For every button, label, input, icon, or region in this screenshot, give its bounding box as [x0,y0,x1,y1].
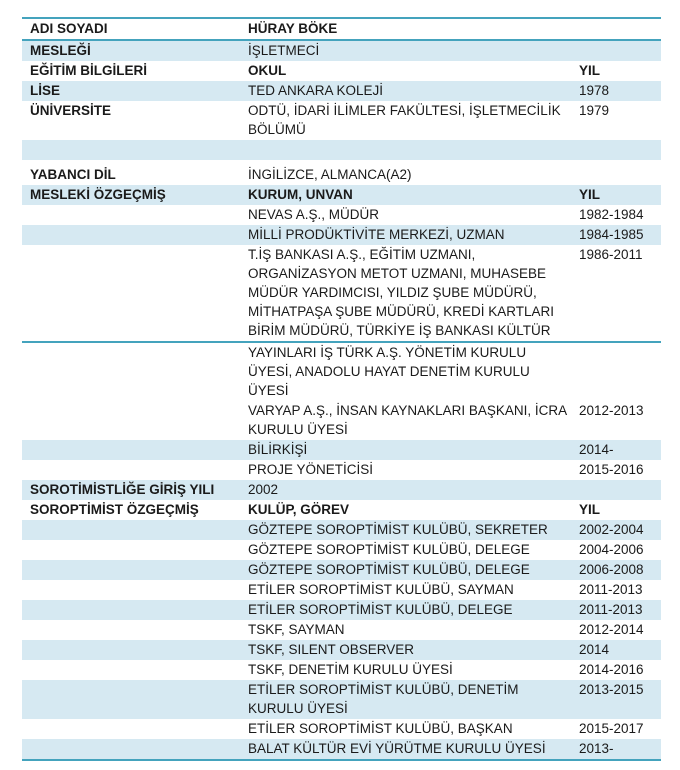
row-value-cell: ODTÜ, İDARİ İLİMLER FAKÜLTESİ, İŞLETMECİLİK BÖLÜMÜ [248,103,561,137]
table-row [22,520,661,540]
row-label-cell [22,580,240,600]
table-row [22,460,661,480]
row-value-cell: NEVAS A.Ş., MÜDÜR [248,207,380,222]
cv-table [22,17,661,761]
row-label-cell [22,245,240,342]
row-label-cell [22,520,240,540]
table-row [22,600,661,620]
table-row [22,500,661,520]
row-label-cell: SOROTİMİSTLİĞE GİRİŞ YILI [22,480,240,500]
table-row [22,620,661,640]
row-year-cell [572,160,661,185]
row-label-cell [22,401,240,440]
row-label-cell: ADI SOYADI [22,18,240,40]
row-value-cell: PROJE YÖNETİCİSİ [248,462,374,477]
row-year-cell: 2012-2014 [579,622,644,637]
cv-document [22,17,661,761]
row-label-cell: MESLEĞİ [22,40,240,61]
row-value-cell: MİLLİ PRODÜKTİVİTE MERKEZİ, UZMAN [240,225,572,245]
table-row [22,580,661,600]
row-label-cell [22,460,240,480]
row-year-cell [572,18,661,40]
table-row [22,245,661,342]
table-row [22,18,661,40]
table-row [22,185,661,205]
row-value-cell: ETİLER SOROPTİMİST KULÜBÜ, BAŞKAN [248,721,513,736]
row-year-cell: 1979 [579,103,610,118]
table-row [22,660,661,680]
row-year-cell: YIL [579,502,601,517]
row-label-cell [22,680,240,719]
row-label-cell: EĞİTİM BİLGİLERİ [30,63,147,78]
row-label-cell [22,560,240,580]
row-value-cell [240,140,572,160]
row-value-cell: ETİLER SOROPTİMİST KULÜBÜ, SAYMAN [248,582,514,597]
row-value-cell: TSKF, SAYMAN [248,622,345,637]
row-year-cell: 1982-1984 [579,207,644,222]
row-value-cell: TED ANKARA KOLEJİ [240,81,572,101]
row-value-cell: OKUL [248,63,287,78]
table-row [22,560,661,580]
table-row [22,225,661,245]
row-label-cell [22,600,240,620]
row-year-cell [572,480,661,500]
table-row [22,40,661,61]
cv-table-body [22,18,661,760]
row-value-cell: 2002 [240,480,572,500]
table-row [22,140,661,160]
row-year-cell [572,140,661,160]
row-value-cell: HÜRAY BÖKE [240,18,572,40]
table-row [22,640,661,660]
row-label-cell [22,225,240,245]
table-row [22,160,661,185]
row-label-cell: LİSE [22,81,240,101]
row-label-cell: SOROPTİMİST ÖZGEÇMİŞ [30,502,199,517]
row-value-cell: İŞLETMECİ [240,40,572,61]
row-label-cell: ÜNİVERSİTE [30,103,112,118]
row-value-cell: GÖZTEPE SOROPTİMİST KULÜBÜ, DELEGE [248,542,530,557]
row-value-cell: BİLİRKİŞİ [240,440,572,460]
row-year-cell: YIL [579,63,601,78]
table-row [22,401,661,440]
table-row [22,101,661,140]
table-row [22,719,661,739]
row-value-cell: YAYINLARI İŞ TÜRK A.Ş. YÖNETİM KURULU ÜYESİ, ANADOLU HAYAT DENETİM KURULU ÜYESİ [248,345,530,398]
row-label-cell [22,719,240,739]
row-label-cell [22,660,240,680]
row-value-cell: T.İŞ BANKASI A.Ş., EĞİTİM UZMANI, ORGANİZASYON METOT UZMANI, MUHASEBE MÜDÜR YARDIMCISI, YILDIZ ŞUBE MÜDÜRÜ, MİTHATPAŞA ŞUBE MÜDÜRÜ, KREDİ KARTLARI BİRİM MÜDÜRÜ, TÜRKİYE İŞ BANKASI KÜLTÜR [240,245,572,342]
row-year-cell: 2013- [572,739,661,760]
row-year-cell: 2006-2008 [572,560,661,580]
row-value-cell: TSKF, SILENT OBSERVER [240,640,572,660]
row-year-cell: 1986-2011 [572,245,661,342]
row-year-cell: 2013-2015 [572,680,661,719]
row-label-cell [22,140,240,160]
table-row [22,205,661,225]
row-year-cell: 1978 [572,81,661,101]
row-value-cell: ETİLER SOROPTİMİST KULÜBÜ, DELEGE [240,600,572,620]
row-label-cell [22,342,240,401]
row-year-cell: 1984-1985 [572,225,661,245]
row-label-cell [22,640,240,660]
row-year-cell: 2012-2013 [579,403,644,418]
row-label-cell [22,205,240,225]
row-value-cell: BALAT KÜLTÜR EVİ YÜRÜTME KURULU ÜYESİ [240,739,572,760]
row-value-cell: KULÜP, GÖREV [248,502,350,517]
table-row [22,540,661,560]
row-year-cell: 2004-2006 [579,542,644,557]
table-row [22,342,661,401]
row-year-cell: 2011-2013 [579,582,643,597]
table-row [22,739,661,760]
row-year-cell: 2015-2017 [579,721,644,736]
table-row [22,680,661,719]
row-year-cell [572,40,661,61]
row-label-cell: YABANCI DİL [30,167,116,182]
row-label-cell [22,440,240,460]
row-year-cell: 2011-2013 [572,600,661,620]
row-value-cell: ETİLER SOROPTİMİST KULÜBÜ, DENETİM KURULU ÜYESİ [240,680,572,719]
row-year-cell: 2002-2004 [572,520,661,540]
row-year-cell: YIL [572,185,661,205]
row-label-cell [22,739,240,760]
row-value-cell: GÖZTEPE SOROPTİMİST KULÜBÜ, SEKRETER [240,520,572,540]
table-row [22,61,661,81]
row-year-cell: 2015-2016 [579,462,644,477]
row-year-cell: 2014- [572,440,661,460]
row-year-cell: 2014-2016 [579,662,644,677]
row-year-cell [572,342,661,401]
row-label-cell [22,620,240,640]
row-value-cell: KURUM, UNVAN [240,185,572,205]
table-row [22,81,661,101]
row-value-cell: VARYAP A.Ş., İNSAN KAYNAKLARI BAŞKANI, İCRA KURULU ÜYESİ [248,403,567,437]
row-value-cell: İNGİLİZCE, ALMANCA(A2) [248,167,412,182]
table-row [22,440,661,460]
row-label-cell [22,540,240,560]
row-year-cell: 2014 [572,640,661,660]
table-row [22,480,661,500]
row-value-cell: TSKF, DENETİM KURULU ÜYESİ [248,662,453,677]
row-label-cell: MESLEKİ ÖZGEÇMİŞ [22,185,240,205]
row-value-cell: GÖZTEPE SOROPTİMİST KULÜBÜ, DELEGE [240,560,572,580]
